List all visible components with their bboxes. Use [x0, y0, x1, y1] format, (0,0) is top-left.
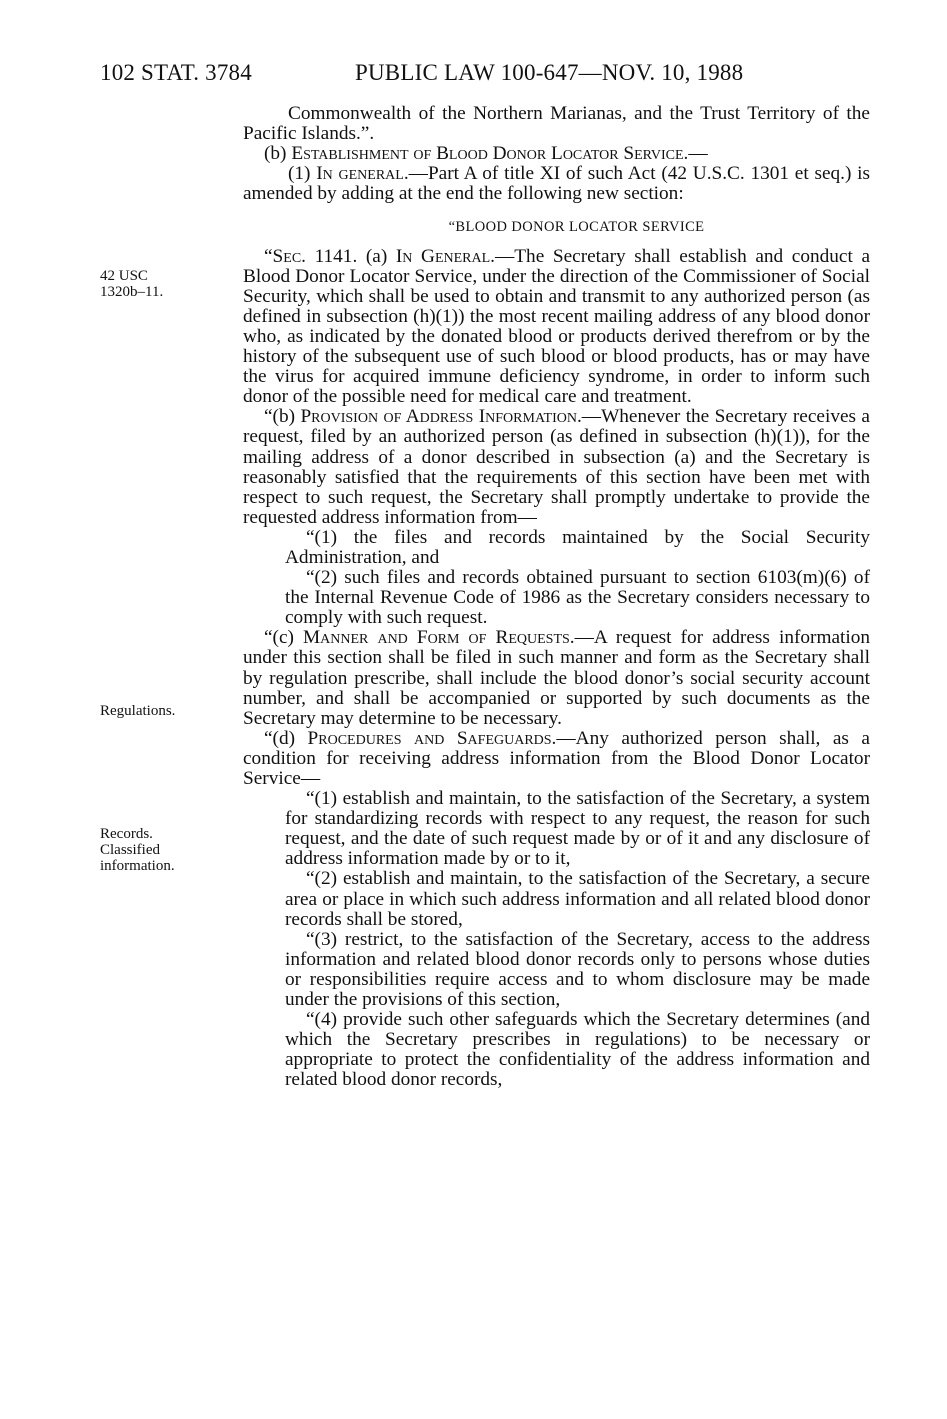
subsection-c-label: “(c): [264, 627, 304, 649]
subsection-c-heading: Manner and Form of Requests.: [303, 627, 575, 649]
margin-note-records-text: Records.: [100, 826, 153, 842]
subsection-d-heading: Procedures and Safeguards.: [307, 727, 557, 749]
subsection-c-text: —A request for address information under this section shall be filed in such manner and form as the Secretary shall by regulation prescribe, shall include the blood donor’s social security account number, and shall be accompanied or supported by such documents as the Secretary may determine to be necessary.: [243, 627, 870, 729]
paragraph-b: [243, 144, 870, 164]
subsection-a-text: —The Secretary shall establish and conduct a Blood Donor Locator Service, under the direction of the Commissioner of Social Security, which shall be used to obtain and transmit to any authorized person (as defined in subsection (h)(1)) the most recent mailing address of any blood donor who, as indicated by the donated blood or products derived therefrom or by the history of the subsequent use of such blood or blood products, has or may have the virus for acquired immune deficiency syndrome, in order to inform such donor of the possible need for medical care and treatment.: [243, 245, 871, 408]
subsection-b-item-1: “(1) the files and records maintained by the Social Security Administration, and: [285, 526, 870, 568]
section-heading: “BLOOD DONOR LOCATOR SERVICE: [448, 219, 705, 236]
margin-note-classified-text: Classified: [100, 842, 160, 858]
subsection-d-label: “(d): [264, 727, 308, 749]
subsection-d-text: —Any authorized person shall, as a condition for receiving address information from the Blood Donor Locator Service—: [243, 727, 870, 789]
subsection-d-item-2: “(2) establish and maintain, to the satisfaction of the Secretary, a secure area or place in which such address information and all related blood donor records shall be stored,: [285, 868, 870, 930]
margin-note-usc: [100, 268, 220, 300]
paragraph-b-heading: Establishment of Blood Donor Locator Service.: [291, 143, 689, 165]
paragraph-subsection-d: [243, 729, 870, 789]
paragraph-subsection-b: [243, 407, 870, 528]
margin-note-usc-section: 1320b–11.: [100, 284, 164, 300]
subsection-a-heading: In General.: [395, 245, 495, 267]
paragraph-b1: [243, 164, 870, 204]
paragraph-b-label: (b): [264, 143, 292, 165]
margin-note-regulations-text: Regulations.: [100, 703, 176, 719]
section-number: 1141. (a): [306, 245, 396, 267]
paragraph-b1-text: —Part A of title XI of such Act (42 U.S.C. 1301 et seq.) is amended by adding at the end the following new section:: [243, 163, 870, 205]
margin-note-records: [100, 826, 220, 874]
paragraph-b-tail: —: [688, 143, 708, 165]
subsection-d-item-3: “(3) restrict, to the satisfaction of the Secretary, access to the address information and related blood donor records only to persons whose duties or responsibilities require access and to whom disclosure may be made under the provisions of this section,: [285, 928, 870, 1011]
running-header: [0, 60, 947, 100]
margin-note-regulations: [100, 703, 220, 719]
statute-page-number: 102 STAT. 3784: [100, 60, 252, 85]
section-label: “Sec.: [264, 245, 306, 267]
public-law-title: PUBLIC LAW 100-647—NOV. 10, 1988: [355, 60, 744, 85]
subsection-d-item-1: “(1) establish and maintain, to the satisfaction of the Secretary, a system for standardizing records with respect to any request, the reason for such request, and the date of such request made by or of it and any disclosure of address information made by or to it,: [285, 788, 870, 870]
paragraph-b1-label: (1): [288, 163, 317, 185]
paragraph-intro: Commonwealth of the Northern Marianas, and the Trust Territory of the Pacific Islands.”.: [243, 103, 870, 145]
paragraph-sec-a: [243, 247, 870, 408]
subsection-b-item-2: “(2) such files and records obtained pursuant to section 6103(m)(6) of the Internal Revenue Code of 1986 as the Secretary considers necessary to comply with such request.: [285, 567, 870, 629]
paragraph-b1-heading: In general.: [316, 163, 409, 185]
subsection-b-heading: Provision of Address Information.: [300, 406, 582, 428]
body-text: [243, 104, 870, 1091]
margin-note-information-text: information.: [100, 858, 175, 874]
subsection-b-text: —Whenever the Secretary receives a request, filed by an authorized person (as defined in subsection (h)(1)), for the mailing address of a donor described in subsection (a) and the Secretary is reasonably satisfied that the requirements of this section have been met with respect to such request, the Secretary shall promptly undertake to provide the requested address information from—: [243, 406, 870, 528]
subsection-d-item-4: “(4) provide such other safeguards which the Secretary determines (and which the Secretary prescribes in regulations) to be necessary or appropriate to protect the confidentiality of the address information and related blood donor records,: [285, 1009, 870, 1091]
paragraph-subsection-c: [243, 628, 870, 728]
margin-note-usc-title: 42 USC: [100, 268, 148, 284]
subsection-b-label: “(b): [264, 406, 301, 428]
